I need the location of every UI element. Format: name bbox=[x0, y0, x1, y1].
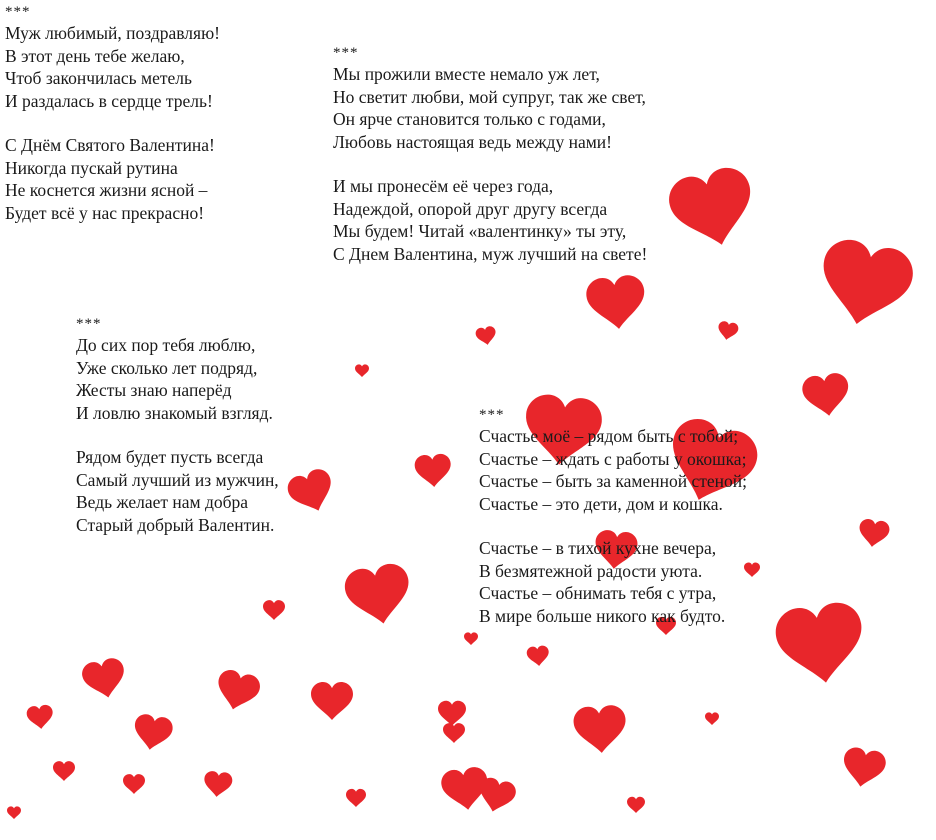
heart-icon bbox=[464, 632, 478, 645]
heart-icon bbox=[131, 713, 174, 753]
heart-icon bbox=[773, 600, 869, 689]
heart-icon bbox=[123, 774, 145, 794]
heart-icon bbox=[346, 789, 366, 807]
poem-line: Счастье – быть за каменной стеной; bbox=[479, 471, 747, 491]
heart-icon bbox=[857, 518, 890, 549]
poem-1 bbox=[5, 2, 220, 224]
heart-icon bbox=[263, 600, 285, 620]
heart-icon bbox=[813, 235, 918, 333]
poem-separator: *** bbox=[479, 407, 505, 423]
poem-separator: *** bbox=[333, 45, 359, 61]
poem-line: Счастье – обнимать тебя с утра, bbox=[479, 583, 717, 603]
poem-line: В мире больше никого как будто. bbox=[479, 605, 726, 626]
heart-icon bbox=[526, 645, 550, 667]
heart-icon bbox=[801, 371, 852, 419]
poem-line: Ведь желает нам добра bbox=[76, 492, 249, 512]
heart-icon bbox=[311, 682, 353, 720]
heart-icon bbox=[573, 704, 628, 755]
poem-line: Счастье – в тихой кухне вечера, bbox=[479, 538, 717, 558]
poem-line: Не коснется жизни ясной – bbox=[5, 180, 208, 200]
poem-line: Уже сколько лет подряд, bbox=[76, 357, 258, 378]
poem-line: Любовь настоящая ведь между нами! bbox=[333, 131, 612, 152]
heart-icon bbox=[716, 320, 739, 341]
poem-line: С Днем Валентина, муж лучший на свете! bbox=[333, 243, 648, 264]
poem-line: Чтоб закончилась метель bbox=[5, 68, 192, 88]
poem-line: Надеждой, опорой друг другу всегда bbox=[333, 198, 608, 219]
heart-icon bbox=[26, 704, 54, 730]
heart-icon bbox=[414, 453, 452, 488]
poem-line: И раздалась в сердце трель! bbox=[5, 90, 213, 111]
poem-line: Жесты знаю наперёд bbox=[76, 380, 232, 400]
poem-line: До сих пор тебя люблю, bbox=[76, 335, 256, 355]
poem-line: Будет всё у нас прекрасно! bbox=[5, 202, 205, 223]
heart-icon bbox=[438, 701, 466, 726]
poem-line: Но светит любви, мой супруг, так же свет, bbox=[333, 86, 646, 107]
heart-icon bbox=[80, 656, 129, 702]
poem-line: Мы будем! Читай «валентинку» ты эту, bbox=[333, 221, 627, 241]
heart-icon bbox=[475, 325, 498, 346]
heart-icon bbox=[7, 806, 21, 819]
poem-line: И мы пронесём её через года, bbox=[333, 176, 554, 196]
poem-line: Счастье моё – рядом быть с тобой; bbox=[479, 426, 739, 446]
poem-separator: *** bbox=[76, 316, 102, 332]
heart-icon bbox=[53, 761, 75, 781]
poem-line: Рядом будет пусть всегда bbox=[76, 447, 264, 467]
heart-icon bbox=[355, 364, 369, 377]
heart-icon bbox=[705, 712, 719, 725]
poem-line: Он ярче становится только с годами, bbox=[333, 109, 606, 129]
poem-3 bbox=[76, 314, 279, 536]
heart-icon bbox=[284, 466, 339, 518]
heart-icon bbox=[627, 797, 645, 813]
poem-line: Старый добрый Валентин. bbox=[76, 514, 275, 535]
poem-line: Счастье – это дети, дом и кошка. bbox=[479, 493, 723, 514]
heart-icon bbox=[840, 746, 888, 791]
heart-icon bbox=[203, 770, 233, 798]
poem-line: Никогда пускай рутина bbox=[5, 157, 178, 178]
poem-line: С Днём Святого Валентина! bbox=[5, 135, 215, 155]
poem-line: Муж любимый, поздравляю! bbox=[5, 23, 220, 43]
poem-separator: *** bbox=[5, 4, 31, 20]
poem-2 bbox=[333, 43, 647, 265]
poem-line: Мы прожили вместе немало уж лет, bbox=[333, 64, 600, 84]
poem-line: И ловлю знакомый взгляд. bbox=[76, 402, 273, 423]
poem-line: Счастье – ждать с работы у окошка; bbox=[479, 448, 747, 469]
poem-line: В этот день тебе желаю, bbox=[5, 45, 185, 66]
heart-icon bbox=[585, 274, 648, 332]
poem-line: Самый лучший из мужчин, bbox=[76, 469, 279, 490]
heart-icon bbox=[342, 561, 415, 629]
heart-icon bbox=[443, 723, 465, 743]
heart-icon bbox=[664, 163, 761, 255]
poem-line: В безмятежной радости уюта. bbox=[479, 560, 703, 581]
poem-4 bbox=[479, 405, 747, 627]
heart-icon bbox=[213, 667, 263, 714]
